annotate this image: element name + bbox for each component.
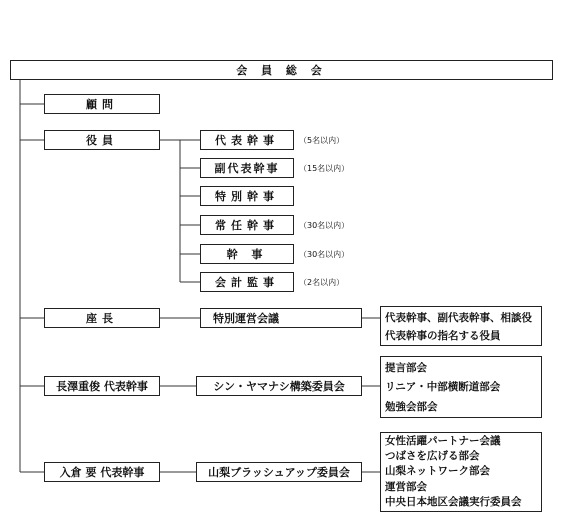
committee-yamanashi-brushup: 山梨ブラッシュアップ委員会: [196, 462, 362, 482]
leader-irikura: 入倉 要 代表幹事: [44, 462, 160, 482]
member-item: リニア・中部横断道部会: [385, 381, 501, 394]
member-item: 提言部会: [385, 362, 427, 375]
officer-note: （15名以内）: [299, 164, 350, 173]
members-shin-yamanashi: [380, 356, 542, 418]
leader-chair: 座長: [44, 308, 160, 328]
officer-note: （2名以内）: [299, 278, 345, 287]
member-item: 運営部会: [385, 480, 427, 493]
officer-auditor: 会計監事: [200, 272, 294, 292]
officer-vice-representative-director: 副代表幹事: [200, 158, 294, 178]
officer-representative-director: 代表幹事: [200, 130, 294, 150]
officer-special-director: 特別幹事: [200, 186, 294, 206]
members-yamanashi-brushup: [380, 432, 542, 512]
leader-nagasawa: 長澤重俊 代表幹事: [44, 376, 160, 396]
member-item: つばさを広げる部会: [385, 450, 480, 463]
advisor-box: 顧問: [44, 94, 160, 114]
member-item: 代表幹事の指名する役員: [385, 329, 501, 342]
officer-note: （30名以内）: [299, 221, 350, 230]
officer-director: 幹 事: [200, 244, 294, 264]
officers-box: 役員: [44, 130, 160, 150]
member-item: 中央日本地区会議実行委員会: [385, 495, 522, 508]
member-item: 勉強会部会: [385, 400, 438, 413]
member-item: 山梨ネットワーク部会: [385, 465, 490, 478]
officer-note: （5名以内）: [299, 136, 345, 145]
member-item: 女性活躍パートナー会議: [385, 435, 501, 448]
officer-note: （30名以内）: [299, 250, 350, 259]
member-item: 代表幹事、副代表幹事、相談役: [385, 311, 532, 324]
committee-special-management: 特別運営会議: [200, 308, 362, 328]
officer-standing-director: 常任幹事: [200, 215, 294, 235]
committee-shin-yamanashi: シン・ヤマナシ構築委員会: [196, 376, 362, 396]
root-general-assembly: 会 員 総 会: [10, 60, 553, 80]
members-special-management: [380, 306, 542, 346]
